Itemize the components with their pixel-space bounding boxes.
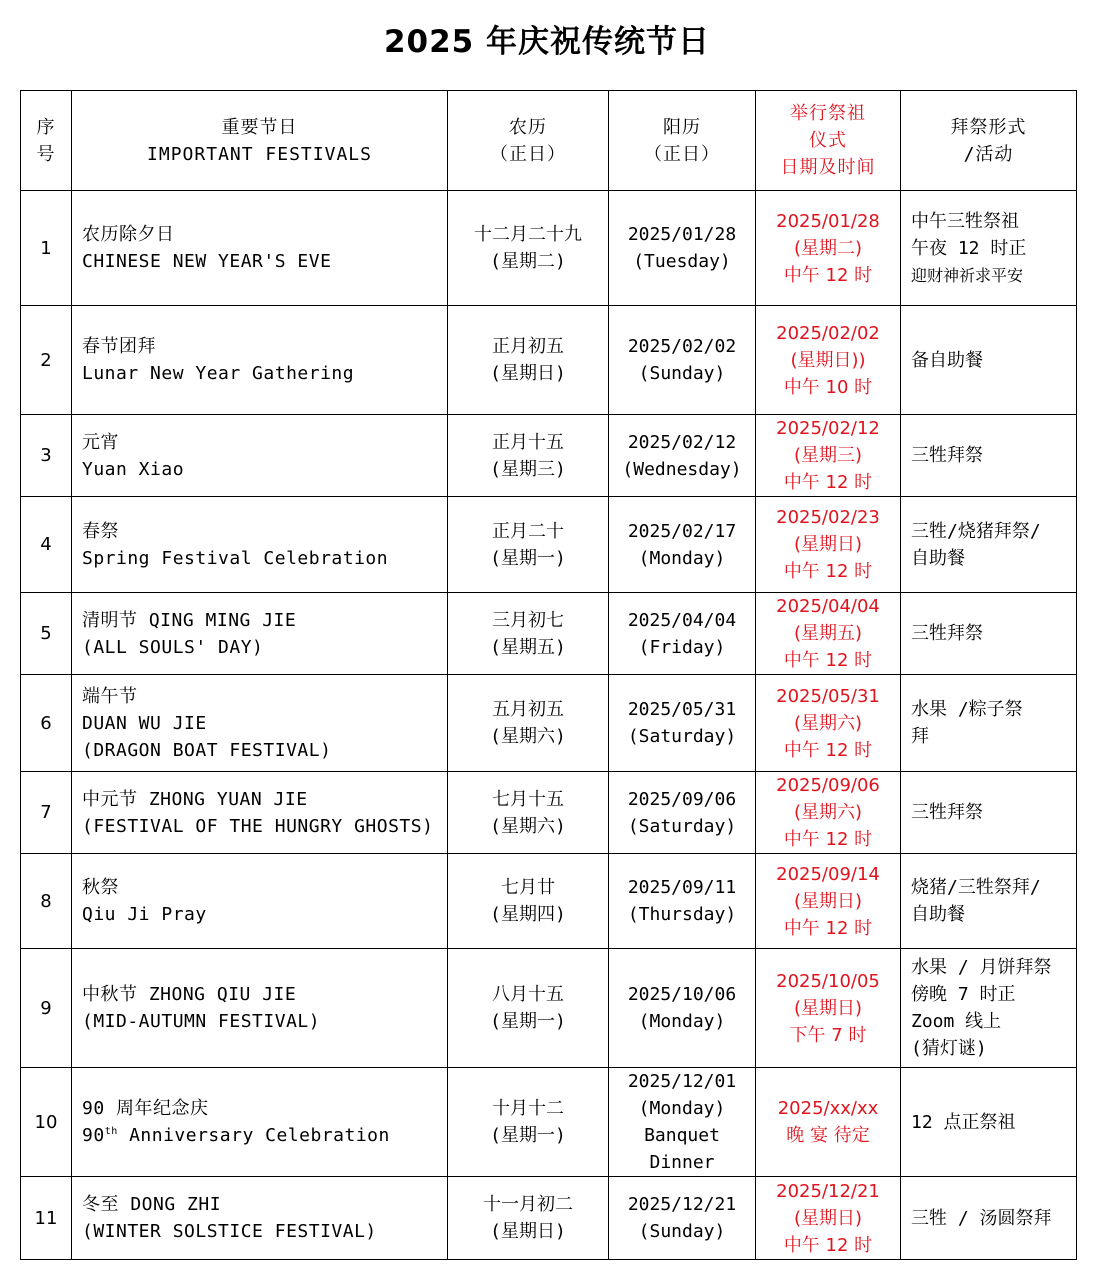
festival-name-line: DUAN WU JIE (82, 712, 207, 734)
ceremony-date-line: 中午 10 时 (783, 376, 873, 398)
solar-date (609, 854, 756, 949)
solar-date (609, 949, 756, 1068)
ceremony-date-line: 2025/xx/xx (777, 1098, 879, 1119)
ceremony-date-line: 2025/10/05 (776, 970, 880, 992)
activity (901, 675, 1077, 772)
lunar-date (448, 854, 609, 949)
festival-name-line: 冬至 DONG ZHI (82, 1194, 222, 1215)
row-number: 8 (21, 854, 72, 949)
header-ceremony-date: 举行祭祖 仪式 日期及时间 (756, 91, 901, 191)
activity-line: 三牲拜祭 (911, 623, 983, 644)
solar-date-line: 2025/02/12 (627, 431, 737, 453)
lunar-date-line: (星期一) (490, 547, 566, 569)
festival-name-line: 春祭 (82, 520, 119, 542)
table-row (21, 306, 1077, 415)
activity (901, 593, 1077, 675)
activity (901, 854, 1077, 949)
activity (901, 1068, 1077, 1177)
ceremony-date-line: (星期三) (793, 445, 863, 466)
ceremony-date-line: (星期六) (793, 802, 863, 823)
solar-date (609, 415, 756, 497)
ceremony-date-line: 2025/01/28 (776, 210, 880, 232)
lunar-date (448, 772, 609, 854)
solar-date-line: 2025/12/01 (627, 1071, 737, 1092)
lunar-date-line: 正月二十 (492, 520, 564, 542)
activity-line: 自助餐 (911, 547, 965, 569)
activity-line: 三牲 / 汤圆祭拜 (911, 1207, 1052, 1229)
solar-date-line: (Sunday) (638, 1221, 726, 1242)
festival-name-line: (ALL SOULS' DAY) (82, 636, 264, 658)
ceremony-date-line: 2025/12/21 (776, 1180, 880, 1202)
lunar-date-line: 十月十二 (492, 1098, 564, 1119)
solar-date-line: (Sunday) (638, 363, 726, 384)
solar-date-line: (Monday) (638, 1011, 726, 1032)
row-number: 10 (21, 1068, 72, 1177)
ceremony-date (756, 675, 901, 772)
lunar-date-line: (星期五) (490, 636, 566, 658)
solar-date-line: 2025/12/21 (627, 1194, 737, 1215)
ceremony-date-line: (星期日)) (790, 349, 866, 371)
activity-line: 12 点正祭祖 (911, 1111, 1016, 1133)
lunar-date-line: 五月初五 (492, 699, 564, 720)
festival-name-line: (MID-AUTUMN FESTIVAL) (82, 1011, 321, 1032)
solar-date-line: 2025/01/28 (627, 224, 737, 245)
header-row (21, 91, 1077, 191)
solar-date-line: 2025/02/17 (627, 520, 737, 542)
festival-name-line: 中秋节 ZHONG QIU JIE (82, 984, 297, 1005)
lunar-date-line: 七月十五 (492, 788, 564, 810)
activity (901, 415, 1077, 497)
ceremony-date (756, 415, 901, 497)
festival-name-line: 中元节 ZHONG YUAN JIE (82, 788, 308, 810)
activity (901, 306, 1077, 415)
ceremony-date-line: 中午 12 时 (783, 1234, 873, 1256)
lunar-date-line: (星期日) (490, 1221, 566, 1242)
ceremony-date-line: (星期五) (793, 623, 863, 644)
activity-line: 水果 / 月饼拜祭 (911, 957, 1052, 978)
festival-name-line: Spring Festival Celebration (82, 547, 389, 569)
solar-date (609, 772, 756, 854)
festival-name-text: Anniversary Celebration (129, 1125, 390, 1146)
festival-name (72, 675, 448, 772)
solar-date (609, 191, 756, 306)
lunar-date-line: 八月十五 (492, 984, 564, 1005)
festival-name (72, 772, 448, 854)
activity-line: 三牲/烧猪拜祭/ (911, 520, 1041, 542)
festival-name-line: (DRAGON BOAT FESTIVAL) (82, 739, 332, 761)
activity-line: 水果 /粽子祭 (911, 699, 1023, 720)
ceremony-date-line: 中午 12 时 (783, 829, 873, 850)
ceremony-date (756, 497, 901, 593)
festival-name (72, 1177, 448, 1260)
row-number: 9 (21, 949, 72, 1068)
table-row (21, 949, 1077, 1068)
festival-name-line: 春节团拜 (82, 336, 156, 357)
ceremony-date-line: (星期日) (793, 997, 863, 1019)
festival-name (72, 593, 448, 675)
festival-name-line: 元宵 (82, 431, 119, 453)
ceremony-date-line: 中午 12 时 (783, 917, 873, 939)
solar-date-line: (Monday) (638, 1098, 726, 1119)
ceremony-date-line: 2025/02/12 (776, 418, 880, 439)
festival-name (72, 949, 448, 1068)
ceremony-date-line: 2025/02/02 (776, 322, 880, 344)
festival-name-line (82, 1122, 437, 1149)
header-activity: 拜祭形式 /活动 (901, 91, 1077, 191)
ceremony-date (756, 191, 901, 306)
activity-line: 三牲拜祭 (911, 445, 983, 466)
solar-date (609, 1177, 756, 1260)
activity (901, 1177, 1077, 1260)
row-number: 6 (21, 675, 72, 772)
solar-date (609, 593, 756, 675)
ceremony-date (756, 854, 901, 949)
activity-line: 三牲拜祭 (911, 802, 983, 823)
festival-ordinal-suffix: th (104, 1126, 118, 1137)
solar-date-line: (Thursday) (627, 904, 737, 925)
festival-ordinal: 90 (82, 1125, 105, 1146)
row-number: 2 (21, 306, 72, 415)
ceremony-date-line: (星期六) (793, 712, 863, 734)
solar-date (609, 306, 756, 415)
lunar-date (448, 949, 609, 1068)
activity-line: 中午三牲祭祖 (911, 210, 1019, 232)
solar-date (609, 497, 756, 593)
lunar-date (448, 1068, 609, 1177)
solar-date-line: Banquet (644, 1125, 720, 1146)
festival-name-line: (FESTIVAL OF THE HUNGRY GHOSTS) (82, 815, 434, 837)
lunar-date (448, 497, 609, 593)
table-row (21, 675, 1077, 772)
lunar-date-line: 三月初七 (492, 609, 564, 631)
activity-line: 拜 (911, 726, 929, 747)
ceremony-date-line: 2025/09/14 (776, 863, 880, 885)
table-row (21, 1068, 1077, 1177)
lunar-date (448, 675, 609, 772)
festival-name (72, 854, 448, 949)
activity-line: Zoom 线上 (911, 1011, 1002, 1032)
lunar-date-line: (星期二) (490, 251, 566, 272)
ceremony-date-line: 2025/09/06 (776, 775, 880, 796)
solar-date-line: 2025/04/04 (627, 609, 737, 631)
festival-name-line: Lunar New Year Gathering (82, 363, 355, 384)
table-row (21, 497, 1077, 593)
activity-line: 午夜 12 时正 (911, 237, 1027, 259)
activity-line: (猜灯谜) (911, 1038, 987, 1059)
page-title: 2025 年庆祝传统节日 (383, 24, 711, 60)
solar-date-line: 2025/09/11 (627, 877, 737, 898)
ceremony-date-line: 中午 12 时 (783, 264, 873, 286)
ceremony-date (756, 1177, 901, 1260)
ceremony-date-line: (星期二) (793, 237, 863, 259)
lunar-date-line: 正月十五 (492, 431, 564, 453)
ceremony-date-line: 中午 12 时 (783, 739, 873, 761)
row-number: 1 (21, 191, 72, 306)
lunar-date-line: (星期四) (490, 904, 566, 925)
lunar-date (448, 593, 609, 675)
ceremony-date-line: 中午 12 时 (783, 650, 873, 671)
festival-name (72, 1068, 448, 1177)
table-row (21, 191, 1077, 306)
solar-date-line: 2025/05/31 (627, 699, 737, 720)
ceremony-date-line: 晚 宴 待定 (786, 1125, 870, 1146)
solar-date-line: (Wednesday) (622, 458, 742, 480)
lunar-date-line: 十二月二十九 (474, 224, 582, 245)
ceremony-date-line: (星期日) (793, 534, 863, 555)
lunar-date (448, 1177, 609, 1260)
solar-date-line: 2025/09/06 (627, 788, 737, 810)
festival-name (72, 306, 448, 415)
ceremony-date-line: 下午 7 时 (789, 1024, 867, 1046)
ceremony-date-line: (星期日) (793, 890, 863, 912)
row-number: 5 (21, 593, 72, 675)
table-row (21, 854, 1077, 949)
solar-date-line: (Tuesday) (633, 251, 731, 272)
lunar-date-line: 十一月初二 (483, 1194, 573, 1215)
festival-name-line: Yuan Xiao (82, 458, 185, 480)
festival-name-line: 农历除夕日 (82, 224, 175, 245)
table-row (21, 1177, 1077, 1260)
festival-name (72, 497, 448, 593)
activity-line: 傍晚 7 时正 (911, 984, 1016, 1005)
table-row (21, 415, 1077, 497)
ceremony-date-line: 中午 12 时 (783, 561, 873, 582)
activity-line: 备自助餐 (911, 349, 983, 371)
solar-date-line: (Saturday) (627, 815, 737, 837)
lunar-date-line: 正月初五 (492, 336, 564, 357)
table-row (21, 772, 1077, 854)
table-row (21, 593, 1077, 675)
festival-name (72, 191, 448, 306)
festival-name-line: 秋祭 (82, 877, 119, 898)
lunar-date-line: (星期一) (490, 1125, 566, 1146)
solar-date (609, 1068, 756, 1177)
lunar-date (448, 191, 609, 306)
ceremony-date (756, 949, 901, 1068)
row-number: 4 (21, 497, 72, 593)
ceremony-date (756, 772, 901, 854)
solar-date-line: (Monday) (638, 547, 726, 569)
header-lunar-date: 农历 （正日） (448, 91, 609, 191)
activity (901, 497, 1077, 593)
festival-name-line: 90 周年纪念庆 (82, 1098, 209, 1119)
solar-date-line: (Friday) (638, 636, 726, 658)
activity-line: 迎财神祈求平安 (911, 265, 1024, 285)
activity (901, 949, 1077, 1068)
solar-date (609, 675, 756, 772)
festival-name-line: CHINESE NEW YEAR'S EVE (82, 251, 332, 272)
solar-date-line: Dinner (649, 1152, 715, 1173)
solar-date-line: (Saturday) (627, 726, 737, 747)
ceremony-date (756, 593, 901, 675)
festival-name-line: (WINTER SOLSTICE FESTIVAL) (82, 1221, 377, 1242)
lunar-date-line: (星期六) (490, 726, 566, 747)
lunar-date-line: (星期日) (490, 363, 566, 384)
festival-name (72, 415, 448, 497)
lunar-date-line: (星期六) (490, 815, 566, 837)
row-number: 3 (21, 415, 72, 497)
solar-date-line: 2025/10/06 (627, 984, 737, 1005)
header-festival: 重要节日 IMPORTANT FESTIVALS (72, 91, 448, 191)
activity (901, 191, 1077, 306)
festival-name-line: 清明节 QING MING JIE (82, 609, 297, 631)
activity-line: 烧猪/三牲祭拜/ (911, 877, 1041, 898)
ceremony-date-line: 中午 12 时 (783, 472, 873, 493)
lunar-date-line: (星期三) (490, 458, 566, 480)
header-solar-date: 阳历 （正日） (609, 91, 756, 191)
festival-name-line: 端午节 (82, 685, 138, 707)
activity (901, 772, 1077, 854)
festival-table (20, 90, 1077, 1260)
lunar-date (448, 306, 609, 415)
lunar-date (448, 415, 609, 497)
row-number: 11 (21, 1177, 72, 1260)
ceremony-date-line: 2025/02/23 (776, 507, 880, 528)
ceremony-date (756, 306, 901, 415)
header-number: 序 号 (21, 91, 72, 191)
ceremony-date-line: 2025/04/04 (776, 596, 880, 617)
row-number: 7 (21, 772, 72, 854)
lunar-date-line: 七月廿 (501, 877, 555, 898)
activity-line: 自助餐 (911, 904, 965, 925)
ceremony-date-line: (星期日) (793, 1207, 863, 1229)
solar-date-line: 2025/02/02 (627, 336, 737, 357)
festival-name-line: Qiu Ji Pray (82, 904, 207, 925)
ceremony-date (756, 1068, 901, 1177)
ceremony-date-line: 2025/05/31 (776, 685, 880, 707)
lunar-date-line: (星期一) (490, 1011, 566, 1032)
